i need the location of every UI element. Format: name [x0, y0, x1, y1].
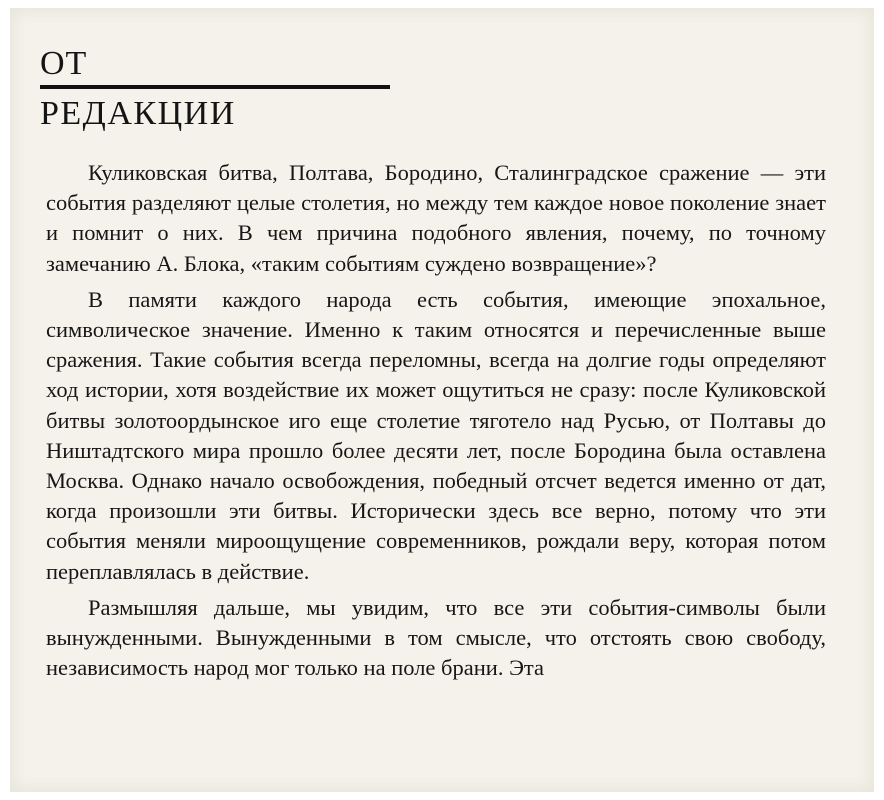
paragraph-2: В памяти каждого народа есть события, имеющие эпохальное, символическое значение. Именно к таким относятся и перечисленные выше сражения. Такие события всегда переломны, всегда на долгие годы определяют ход истории, хотя воздействие их может ощутиться не сразу: после Куликовской битвы золотоордынское иго еще столетие тяготело над Русью, от Полтавы до Ништадтского мира прошло более десяти лет, после Бородина была оставлена Москва. Однако начало освобождения, победный отсчет ведется именно от дат, когда произошли эти битвы. Исторически здесь все верно, потому что эти события меняли мироощущение современников, рождали веру, которая потом переплавлялась в действие. [46, 286, 826, 584]
scanned-page [10, 8, 874, 792]
heading-line-1: ОТ [40, 45, 88, 82]
paragraph-3: Размышляя дальше, мы увидим, что все эти события-символы были вынужденными. Вынужденными в том смысле, что отстоять свою свободу, независимость народ мог только на поле брани. Эта [46, 594, 826, 681]
heading-line-2: РЕДАКЦИИ [40, 95, 236, 132]
heading-rule [40, 85, 390, 89]
article-body [46, 158, 826, 689]
section-heading [40, 44, 236, 134]
paragraph-1: Куликовская битва, Полтава, Бородино, Сталинградское сражение — эти события разделяют целые столетия, но между тем каждое новое поколение знает и помнит о них. В чем причина подобного явления, почему, по точному замечанию А. Блока, «таким событиям суждено возвращение»? [46, 160, 826, 276]
